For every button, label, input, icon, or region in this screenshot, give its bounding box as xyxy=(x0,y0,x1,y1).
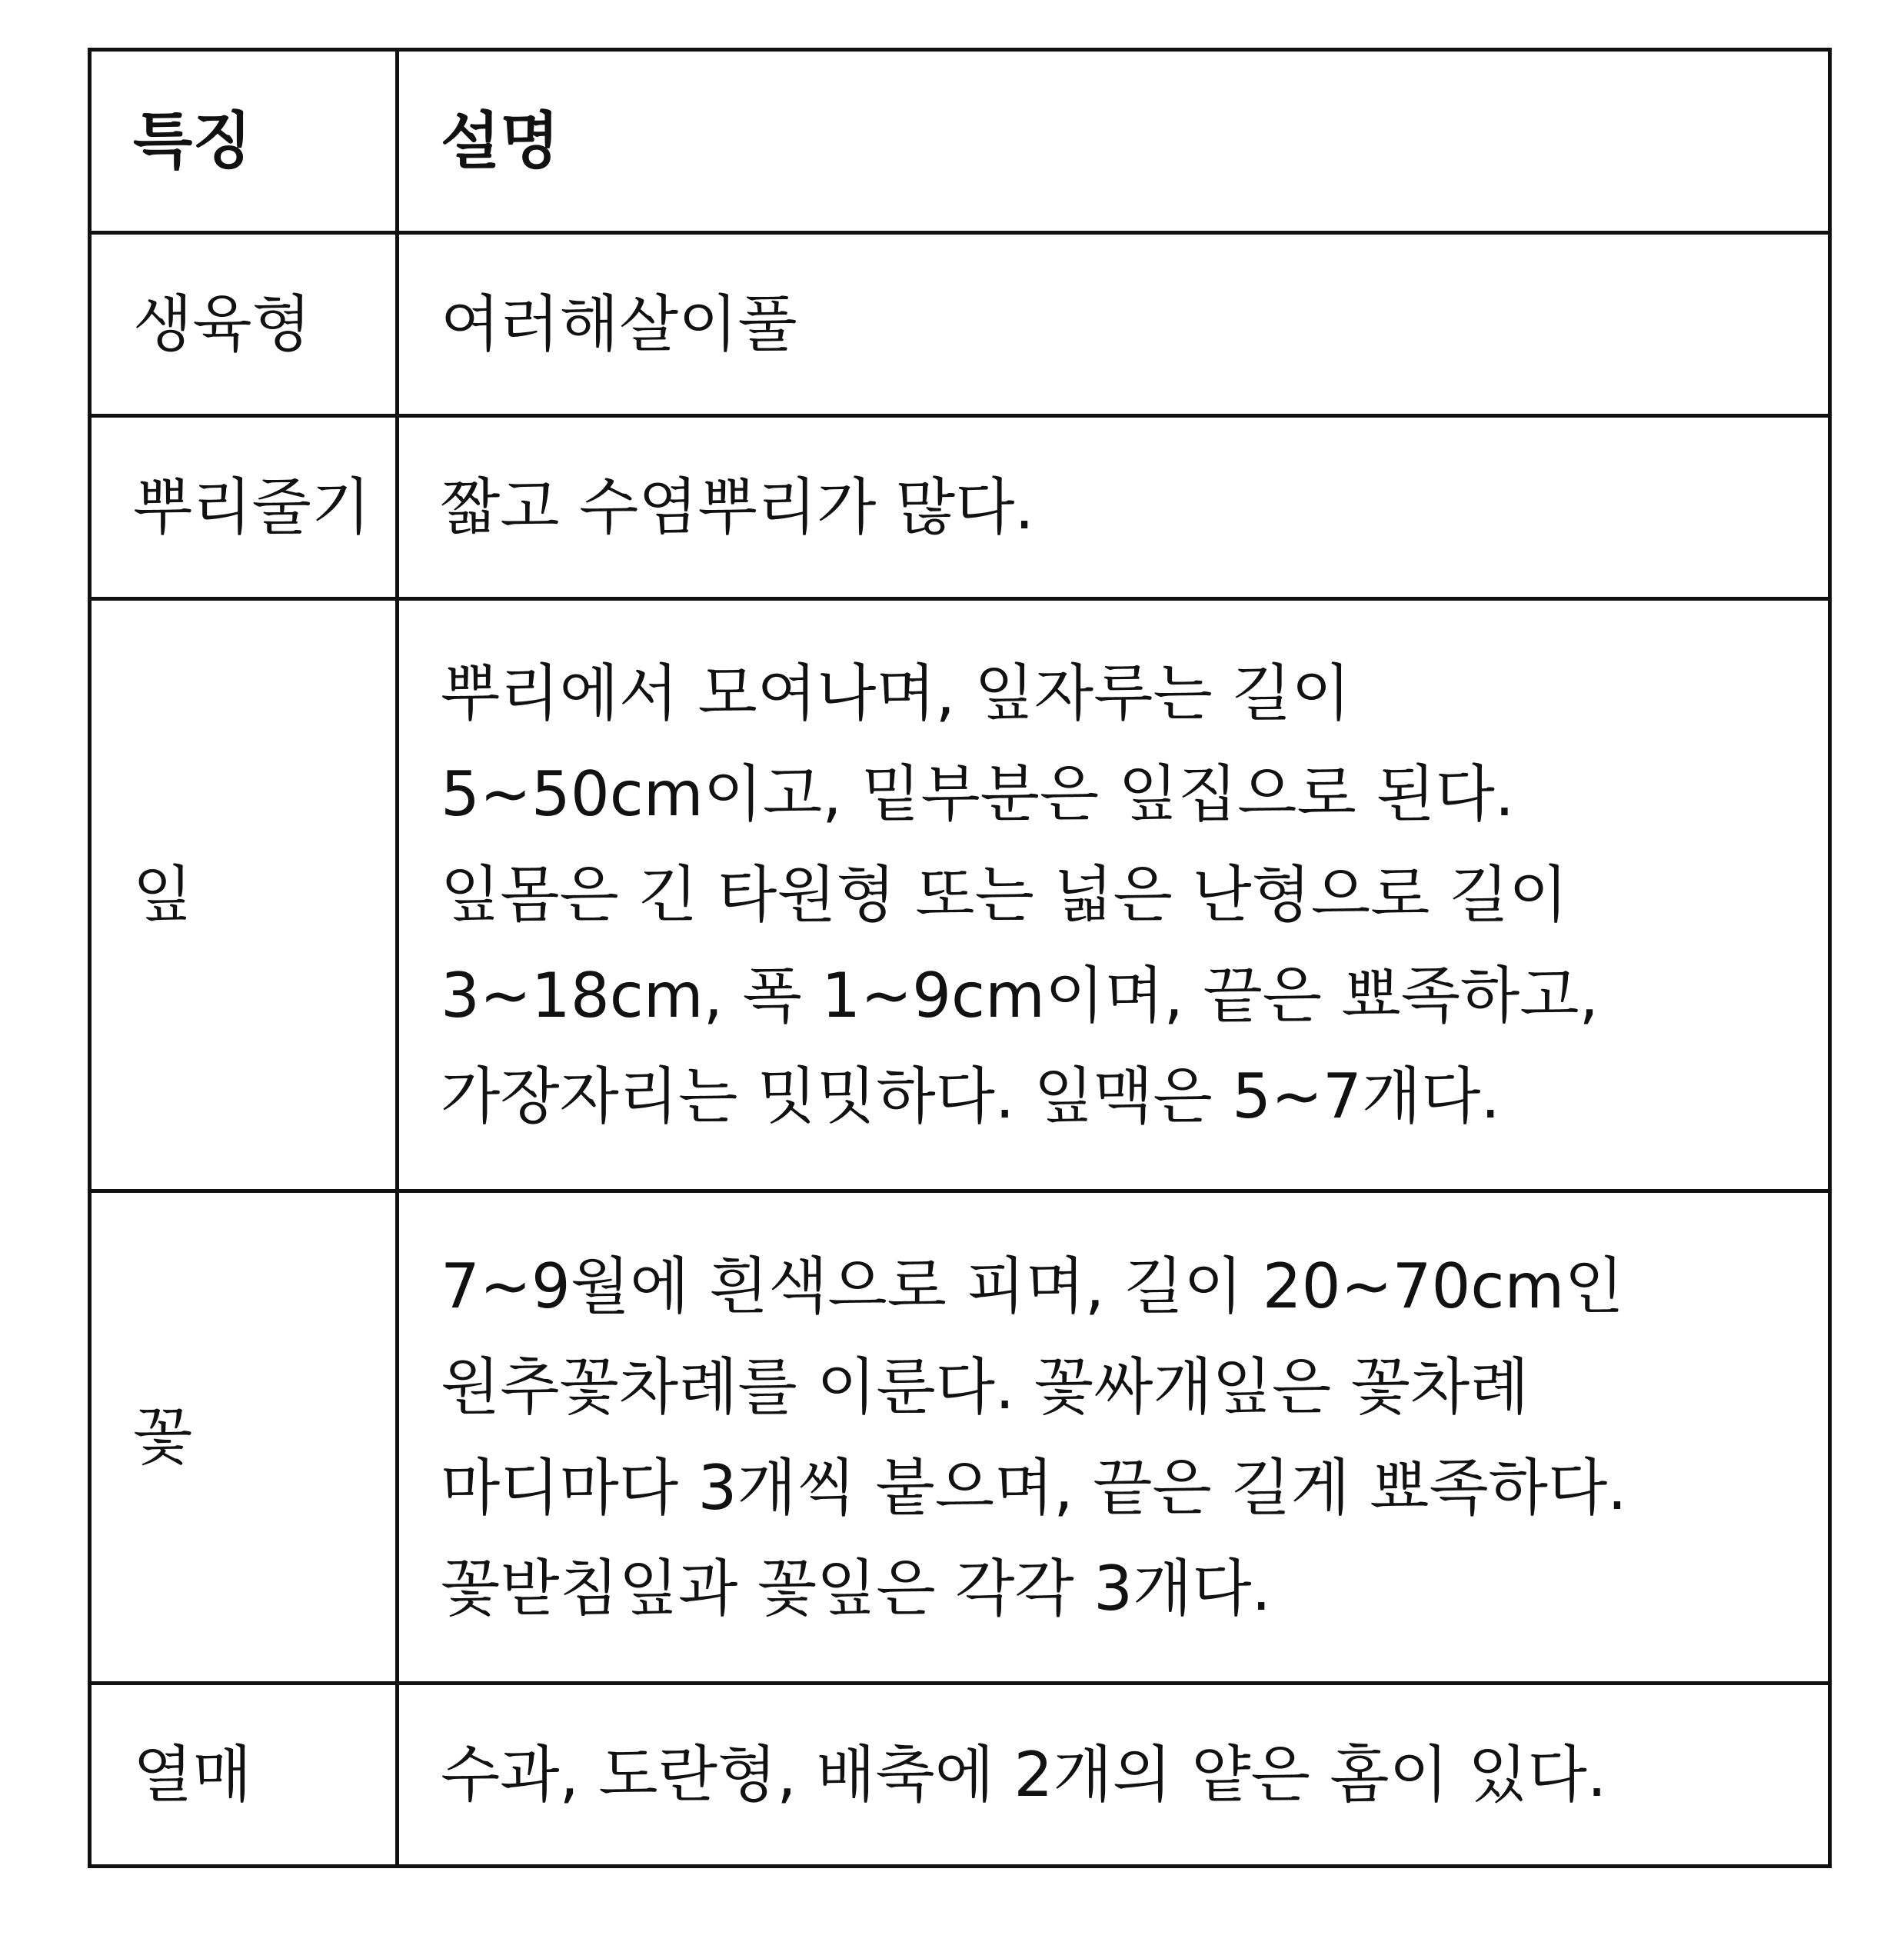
feature-cell: 꽃 xyxy=(90,1191,398,1684)
table-row xyxy=(90,233,1830,416)
feature-table xyxy=(88,48,1832,1868)
feature-cell: 생육형 xyxy=(90,233,398,416)
table-row xyxy=(90,1684,1830,1867)
feature-cell: 뿌리줄기 xyxy=(90,416,398,599)
description-cell: 짧고 수염뿌리가 많다. xyxy=(398,416,1830,599)
table-header-row xyxy=(90,50,1830,233)
header-feature: 특징 xyxy=(90,50,398,233)
description-cell: 7~9월에 흰색으로 피며, 길이 20~70cm인 원추꽃차례를 이룬다. 꽃싸개잎은 꽃차례 마디마다 3개씩 붙으며, 끝은 길게 뾰족하다. 꽃받침잎과 꽃잎은 각각 3개다. xyxy=(398,1191,1830,1684)
header-description: 설명 xyxy=(398,50,1830,233)
feature-cell: 잎 xyxy=(90,599,398,1191)
table-row xyxy=(90,599,1830,1191)
description-cell: 수과, 도란형, 배축에 2개의 얕은 홈이 있다. xyxy=(398,1684,1830,1867)
table-row xyxy=(90,1191,1830,1684)
feature-cell: 열매 xyxy=(90,1684,398,1867)
table-row xyxy=(90,416,1830,599)
description-cell: 뿌리에서 모여나며, 잎자루는 길이 5~50cm이고, 밑부분은 잎집으로 된다. 잎몸은 긴 타원형 또는 넓은 난형으로 길이 3~18cm, 폭 1~9cm이며, 끝은 뾰족하고, 가장자리는 밋밋하다. 잎맥은 5~7개다. xyxy=(398,599,1830,1191)
description-cell: 여러해살이풀 xyxy=(398,233,1830,416)
